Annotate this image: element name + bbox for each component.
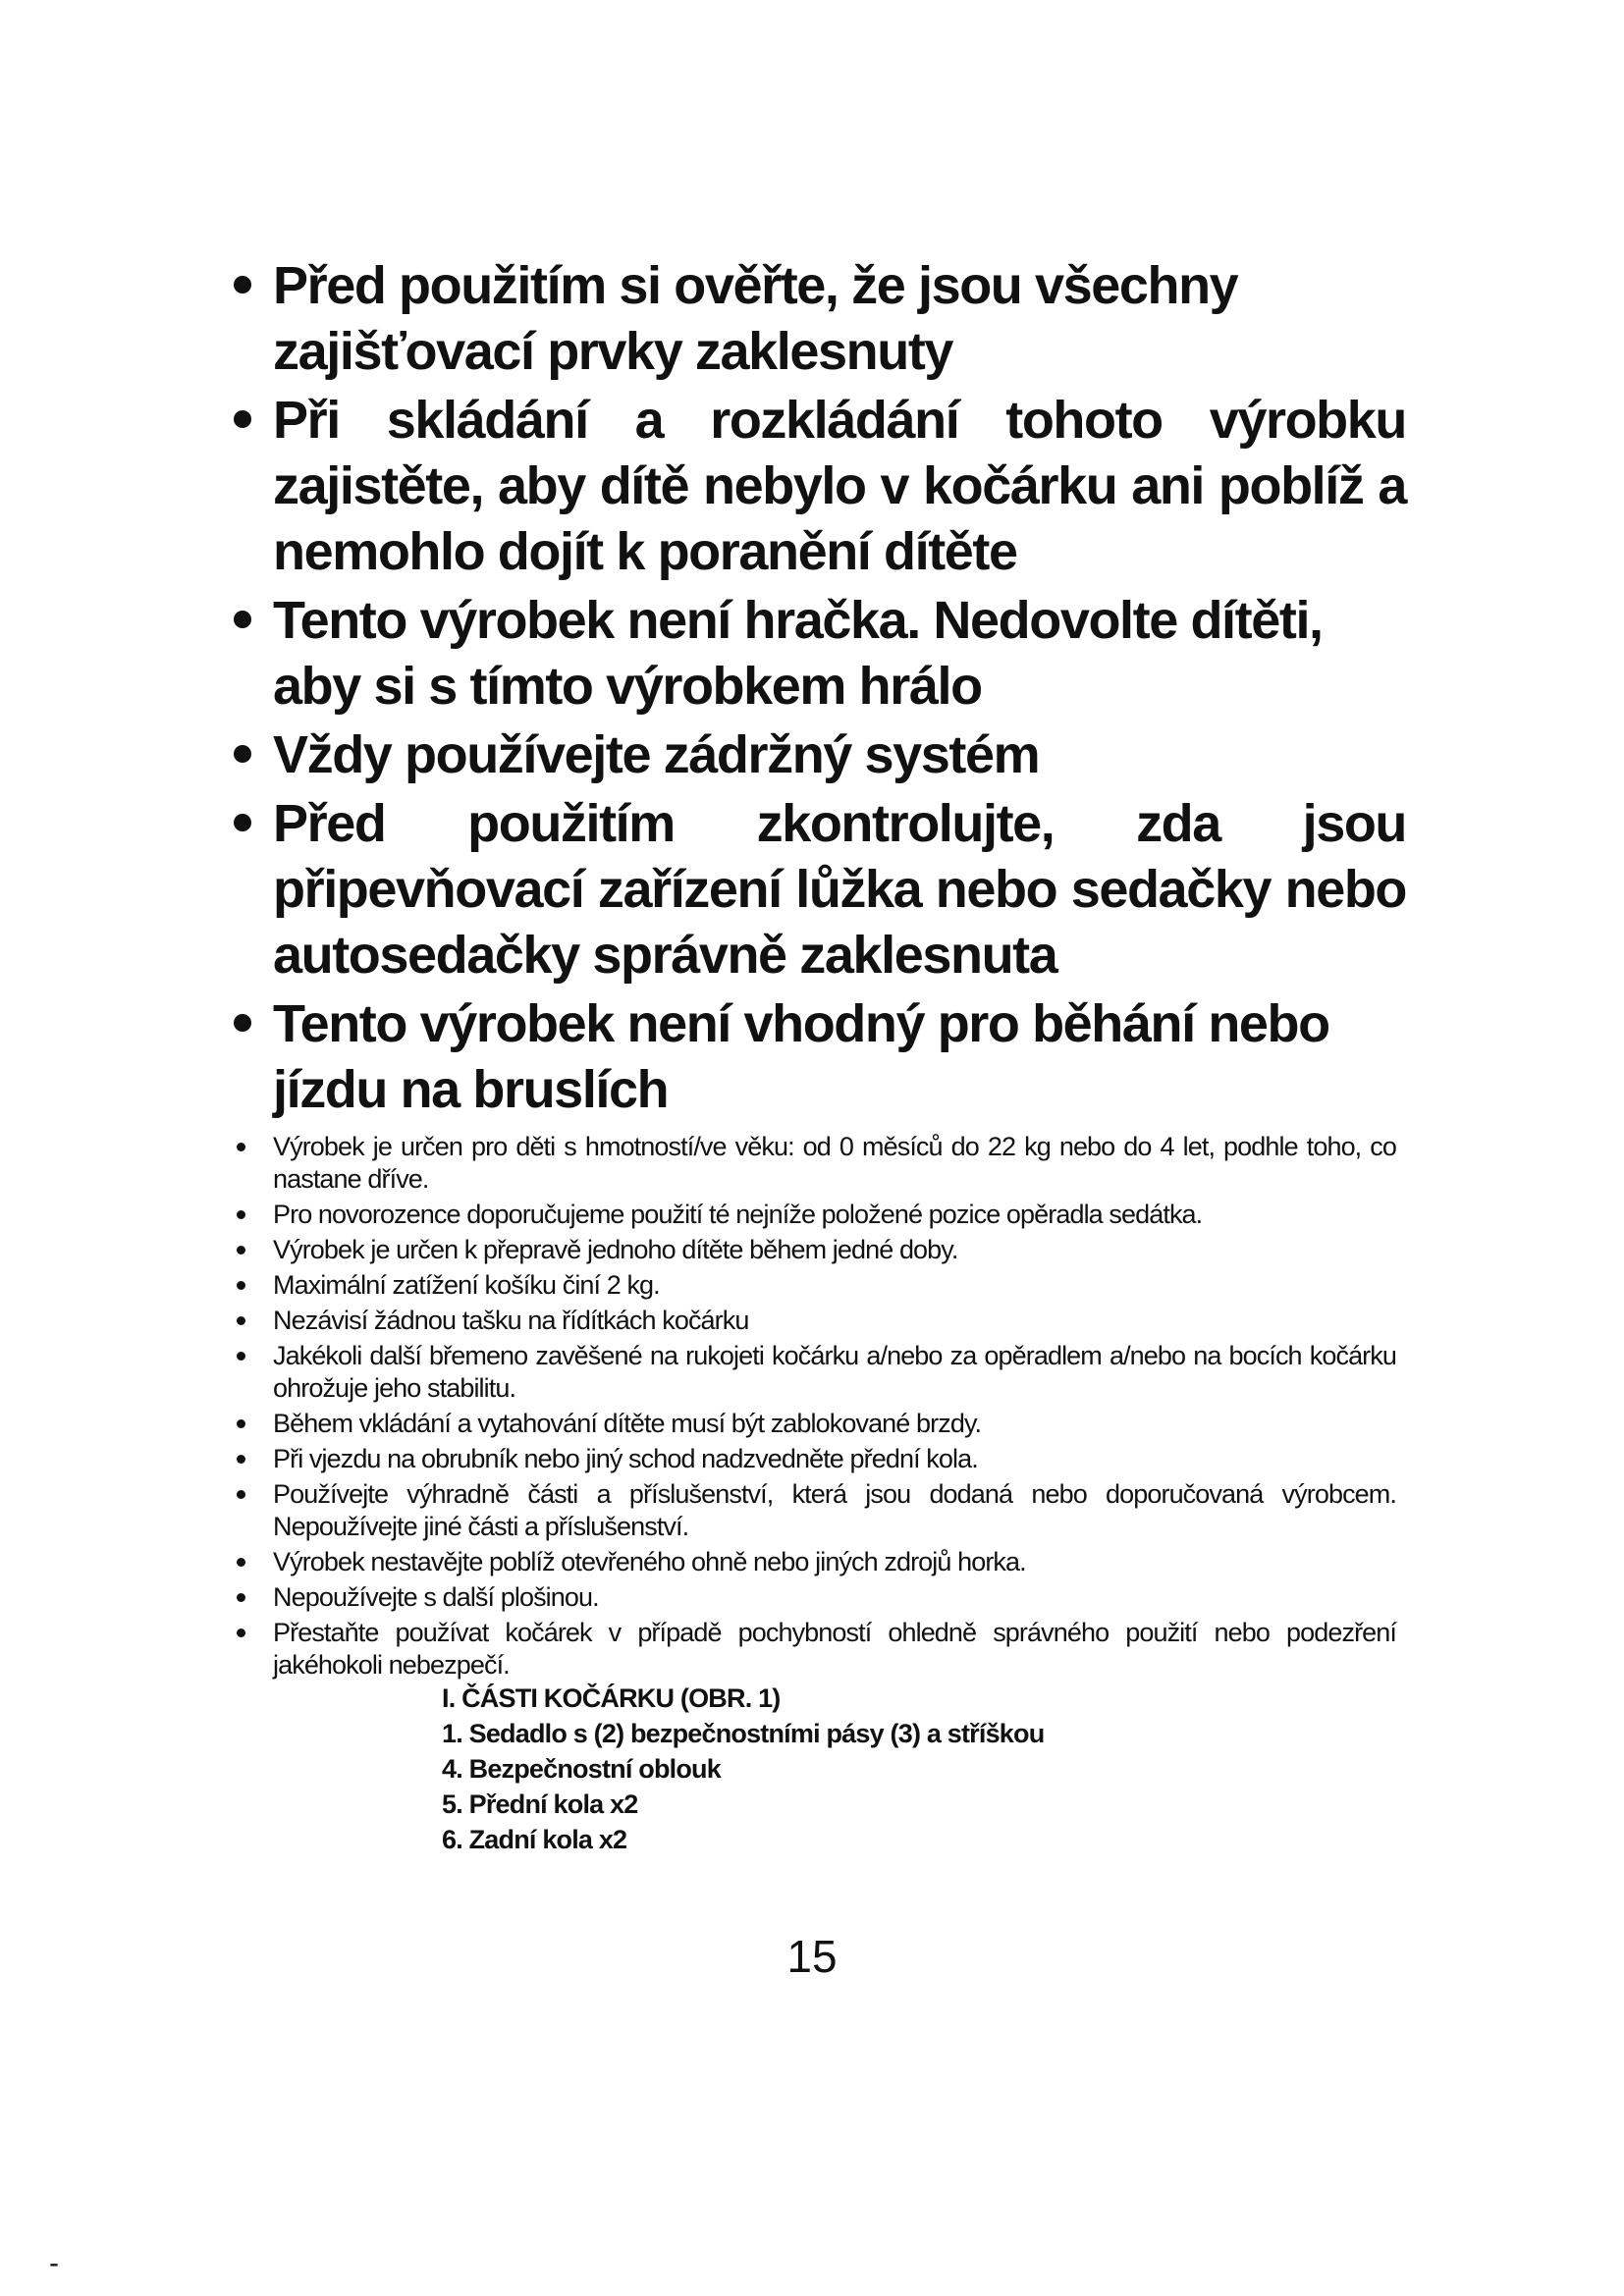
small-warning-text: Pro novorozence doporučujeme použití té nejníže položené pozice opěradla sedátka. <box>273 1200 1203 1229</box>
bullet-icon <box>237 1490 245 1499</box>
bullet-icon <box>237 1210 245 1219</box>
small-warning-text: Při vjezdu na obrubník nebo jiný schod nadzvedněte přední kola. <box>273 1444 978 1473</box>
parts-list <box>442 1716 1406 1857</box>
small-warning-item <box>228 1305 1406 1337</box>
parts-list-item: 1. Sedadlo s (2) bezpečnostními pásy (3) a stříškou <box>442 1719 1045 1748</box>
small-warning-text: Výrobek je určen pro děti s hmotností/ve věku: od 0 měsíců do 22 kg nebo do 4 let, podhle toho, co nastane dříve. <box>273 1132 1396 1194</box>
small-warning-text: Nepoužívejte s další plošinou. <box>273 1582 599 1612</box>
page-number: 15 <box>786 1931 838 1982</box>
small-warning-item <box>228 1199 1406 1231</box>
large-warning-text: Vždy používejte zádržný systém <box>273 725 1040 784</box>
bullet-icon <box>237 1281 245 1290</box>
small-warning-item <box>228 1617 1406 1682</box>
bullet-icon <box>234 611 251 628</box>
small-warning-text: Přestaňte používat kočárek v případě pochybností ohledně správného použití nebo podezření jakéhokoli nebezpečí. <box>273 1618 1396 1680</box>
small-warning-text: Maximální zatížení košíku činí 2 kg. <box>273 1270 660 1300</box>
large-warning-text: Tento výrobek není hračka. Nedovolte dítěti, aby si s tímto výrobkem hrálo <box>273 591 1323 716</box>
small-warnings-list <box>228 1131 1406 1682</box>
large-warning-text: Tento výrobek není vhodný pro běhání nebo jízdu na bruslích <box>273 994 1329 1119</box>
bullet-icon <box>237 1316 245 1325</box>
margin-mark: - <box>49 2247 59 2279</box>
parts-list-item: 6. Zadní kola x2 <box>442 1825 627 1854</box>
bullet-icon <box>237 1246 245 1255</box>
large-warning-item <box>228 991 1406 1123</box>
bullet-icon <box>234 276 251 294</box>
large-warning-text: Před použitím si ověřte, že jsou všechny zajišťovací prvky zaklesnuty <box>273 256 1238 381</box>
bullet-icon <box>237 1352 245 1361</box>
small-warning-text: Výrobek nestavějte poblíž otevřeného ohně nebo jiných zdrojů horka. <box>273 1547 1026 1576</box>
parts-list-item: 5. Přední kola x2 <box>442 1789 638 1819</box>
large-warning-text: Před použitím zkontrolujte, zda jsou připevňovací zařízení lůžka nebo sedačky nebo autosedačky správně zaklesnuta <box>273 794 1406 985</box>
stroller-parts-section <box>442 1681 1406 1857</box>
large-warning-item <box>228 722 1406 788</box>
large-warnings-list <box>228 253 1406 1123</box>
bullet-icon <box>237 1629 245 1637</box>
bullet-icon <box>237 1143 245 1151</box>
bullet-icon <box>234 410 251 428</box>
bullet-icon <box>234 814 251 831</box>
bullet-icon <box>234 1014 251 1032</box>
small-warning-text: Během vkládání a vytahování dítěte musí být zablokované brzdy. <box>273 1409 982 1438</box>
small-warning-item <box>228 1546 1406 1578</box>
large-warning-text: Při skládání a rozkládání tohoto výrobku zajistěte, aby dítě nebylo v kočárku ani poblíž a nemohlo dojít k poranění dítěte <box>273 391 1406 581</box>
large-warning-item <box>228 388 1406 585</box>
small-warning-item <box>228 1408 1406 1440</box>
small-warning-item <box>228 1478 1406 1543</box>
small-warning-item <box>228 1340 1406 1405</box>
small-warning-text: Používejte výhradně části a příslušenství, která jsou dodaná nebo doporučovaná výrobcem. Nepoužívejte jiné části a příslušenství. <box>273 1479 1396 1541</box>
small-warning-item <box>228 1269 1406 1302</box>
small-warning-text: Nezávisí žádnou tašku na řídítkách kočárku <box>273 1306 749 1335</box>
bullet-icon <box>237 1455 245 1464</box>
bullet-icon <box>237 1558 245 1567</box>
page-content <box>228 253 1406 1857</box>
parts-list-item: 4. Bezpečnostní oblouk <box>442 1754 721 1784</box>
small-warning-item <box>228 1131 1406 1196</box>
small-warning-item <box>228 1581 1406 1614</box>
large-warning-item <box>228 588 1406 720</box>
small-warning-text: Výrobek je určen k přepravě jednoho dítěte během jedné doby. <box>273 1235 958 1264</box>
bullet-icon <box>237 1419 245 1428</box>
small-warning-item <box>228 1234 1406 1266</box>
bullet-icon <box>237 1593 245 1602</box>
small-warning-text: Jakékoli další břemeno zavěšené na rukojeti kočárku a/nebo za opěradlem a/nebo na bocích kočárku ohrožuje jeho stabilitu. <box>273 1341 1396 1403</box>
bullet-icon <box>234 745 251 763</box>
large-warning-item <box>228 791 1406 988</box>
parts-title: I. ČÁSTI KOČÁRKU (OBR. 1) <box>442 1683 781 1713</box>
large-warning-item <box>228 253 1406 385</box>
small-warning-item <box>228 1443 1406 1475</box>
